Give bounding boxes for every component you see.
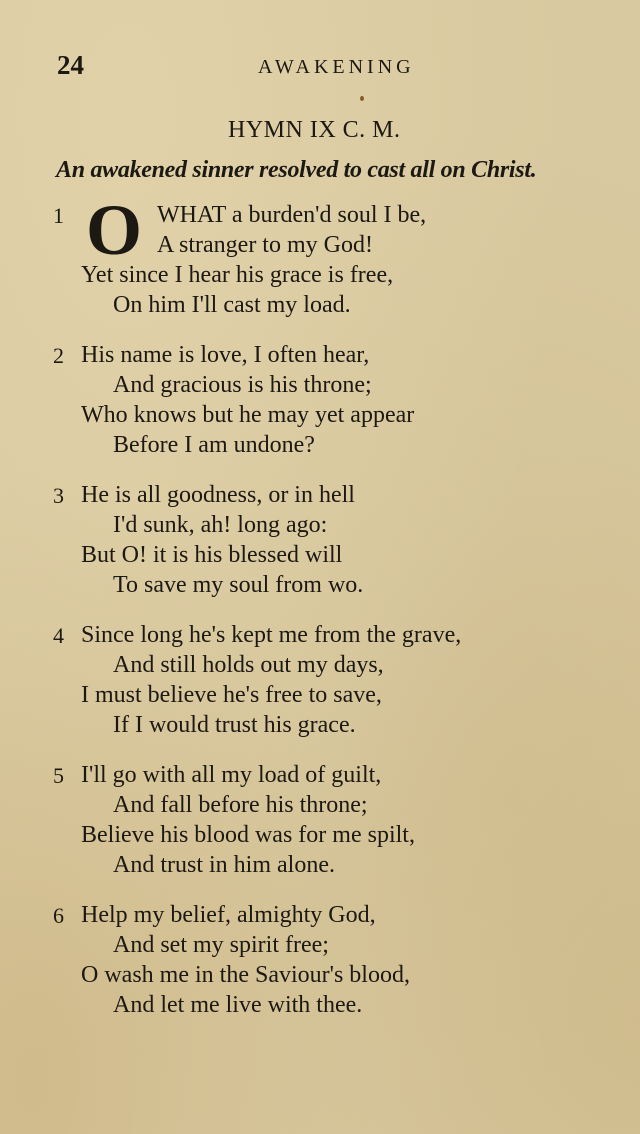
- verse-line: I'll go with all my load of guilt,: [81, 762, 382, 788]
- stanza-number: 3: [53, 483, 64, 508]
- stanza-number: 4: [53, 623, 64, 648]
- verse-line: Believe his blood was for me spilt,: [81, 822, 415, 848]
- page-number: 24: [57, 50, 84, 80]
- stanza-number: 6: [53, 903, 64, 928]
- running-head: [0, 50, 640, 86]
- stanza-number: 2: [53, 343, 64, 368]
- verse-line: O wash me in the Saviour's blood,: [81, 962, 410, 988]
- verse-line: WHAT a burden'd soul I be,: [157, 202, 427, 228]
- verse-line: And gracious is his throne;: [113, 372, 372, 398]
- verse-line: I must believe he's free to save,: [81, 682, 382, 708]
- verse-line: On him I'll cast my load.: [113, 292, 351, 318]
- verse-line: Who knows but he may yet appear: [81, 402, 415, 428]
- verse-line: And still holds out my days,: [113, 652, 384, 678]
- stanza-number: 5: [53, 763, 64, 788]
- verse-line: His name is love, I often hear,: [81, 342, 370, 368]
- verse-line: Before I am undone?: [113, 432, 315, 458]
- verse-line: He is all goodness, or in hell: [81, 482, 355, 508]
- section-title: AWAKENING: [258, 56, 415, 78]
- verse-line: If I would trust his grace.: [113, 712, 356, 738]
- verse-line: Help my belief, almighty God,: [81, 902, 376, 928]
- verse-line: And fall before his throne;: [113, 792, 368, 818]
- verse-line: And set my spirit free;: [113, 932, 329, 958]
- verse-line: I'd sunk, ah! long ago:: [113, 512, 328, 538]
- verse-line: To save my soul from wo.: [113, 572, 364, 598]
- verse-line: A stranger to my God!: [157, 232, 373, 258]
- verse-line: And let me live with thee.: [113, 992, 363, 1018]
- verse-line: But O! it is his blessed will: [81, 542, 343, 568]
- drop-cap: O: [86, 190, 143, 270]
- hymn-subtitle: An awakened sinner resolved to cast all on Christ.: [56, 157, 537, 183]
- verse-line: Since long he's kept me from the grave,: [81, 622, 462, 648]
- ink-stain: [360, 96, 364, 101]
- hymn-title: HYMN IX C. M.: [228, 117, 401, 143]
- verse-line: Yet since I hear his grace is free,: [81, 262, 394, 288]
- stanza-number: 1: [53, 203, 64, 228]
- verse-line: And trust in him alone.: [113, 852, 335, 878]
